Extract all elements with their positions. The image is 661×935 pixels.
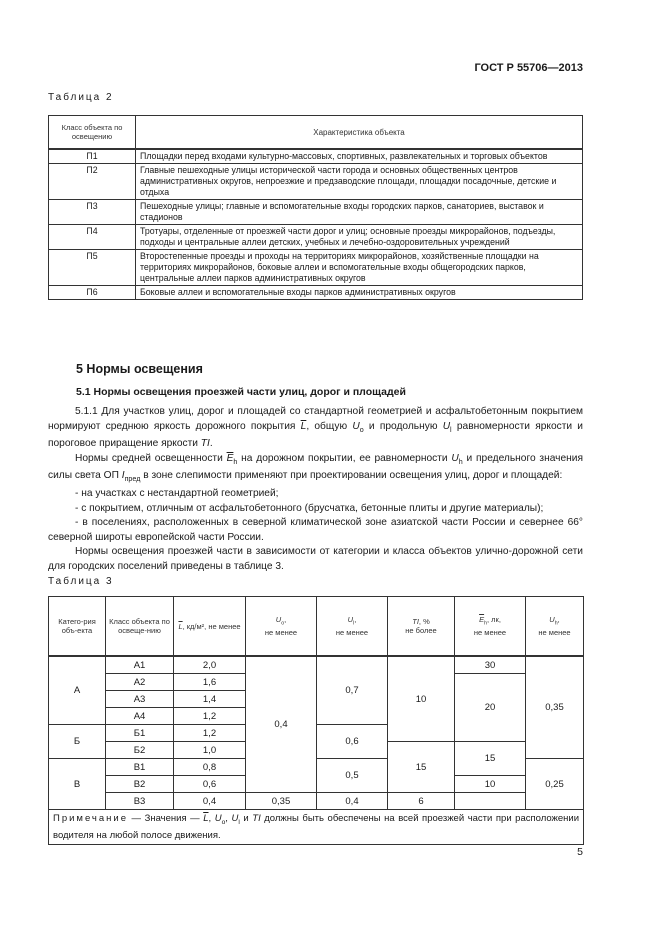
text-run: и предельного значения силы света ОП	[48, 452, 583, 482]
TI-cell: 10	[388, 656, 455, 742]
paragraph-table3-ref: Нормы освещения проезжей части в зависимости от категории и класса объектов улично-дорожной сети для городских поселений приведены в таблице 3.	[48, 546, 583, 573]
Eh-cell: 30	[455, 656, 526, 674]
class-cell: А3	[106, 691, 174, 708]
L-cell: 0,6	[174, 776, 246, 793]
text-run: в зоне слепимости применяют при проектировании освещения улиц, дорог и площадей:	[140, 470, 563, 482]
table-row	[49, 225, 583, 250]
Eh-cell: 15	[455, 742, 526, 776]
subscript: o	[281, 620, 285, 627]
L-cell: 1,6	[174, 674, 246, 691]
subscript: пред	[124, 475, 141, 484]
class-cell: В3	[106, 793, 174, 810]
text-run: равномерности яркости и пороговое приращение яркости	[48, 420, 583, 450]
table3-caption: Таблица 3	[48, 576, 114, 587]
section-5-title: 5 Нормы освещения	[76, 362, 203, 376]
symbol-L: $\overline{L}$	[300, 420, 307, 432]
symbol-E: $\overline{E}$	[479, 614, 485, 624]
L-cell: 1,2	[174, 725, 246, 742]
characteristic-cell: Боковые аллеи и вспомогательные входы парков административных округов	[136, 286, 583, 300]
col-L	[174, 597, 246, 657]
col-category: Катего-рия объ-екта	[49, 597, 106, 657]
symbol-U: U	[352, 420, 360, 432]
table2-caption: Таблица 2	[48, 92, 114, 103]
header-unit: , лк,	[487, 614, 501, 624]
characteristic-cell: Второстепенные проезды и проходы на территориях микрорайонов, хозяйственные площадки на территориях микрорайонов, боковые аллеи и вспомогательные входы общегородских парков, центральные аллеи парков административных округов	[136, 250, 583, 286]
paragraph-illuminance	[48, 452, 583, 487]
symbol-TI: TI	[200, 438, 210, 450]
bullet-item: - в поселениях, расположенных в северной климатической зоне азиатской части России и севернее 66° северной широты европейской части России.	[48, 517, 583, 543]
text-run: 5.1.1 Для участков улиц, дорог и площадей со стандартной геометрией и асфальтобетонным покрытием нормируют среднюю яркость дорожного покрытия	[48, 406, 583, 432]
L-cell: 1,0	[174, 742, 246, 759]
subscript: o	[221, 818, 226, 826]
symbol-L: $\overline{L}$	[178, 621, 183, 631]
symbol-L: $\overline{L}$	[203, 813, 209, 824]
text-run: , общую	[306, 420, 353, 432]
table2-col-class: Класс объекта по освещению	[49, 116, 136, 150]
Ul-cell: 0,4	[317, 793, 388, 810]
characteristic-cell: Площадки перед входами культурно-массовых, спортивных, развлекательных и торговых объектов	[136, 149, 583, 164]
subscript: h	[554, 620, 558, 627]
table-row	[49, 286, 583, 300]
class-cell: А1	[106, 656, 174, 674]
category-cell: А	[49, 656, 106, 725]
subscript: h	[458, 457, 463, 466]
section-5-1-title: 5.1 Нормы освещения проезжей части улиц, дорог и площадей	[76, 386, 406, 398]
table-row	[49, 164, 583, 200]
header-unit: , кд/м², не менее	[182, 621, 241, 631]
text-run: и продольную	[363, 420, 443, 432]
class-cell: П6	[49, 286, 136, 300]
symbol-I: I	[121, 470, 125, 482]
symbol-U: U	[347, 614, 354, 624]
table-row	[49, 200, 583, 225]
class-cell: П2	[49, 164, 136, 200]
L-cell: 1,2	[174, 708, 246, 725]
paragraph-5-1-1: 5.1.1 Для участков улиц, дорог и площадей со стандартной геометрией и асфальтобетонным покрытием нормируют среднюю яркость дорожного покрытия $\overline{L}$, общую $U_o$ и продольную $U_l$ равномерности яркости и пороговое приращение яркости TI.	[48, 406, 583, 450]
table-row	[49, 149, 583, 164]
symbol-U: U	[231, 813, 239, 824]
symbol-U: U	[451, 452, 459, 464]
class-cell: А2	[106, 674, 174, 691]
bullet-item: - на участках с нестандартной геометрией;	[75, 488, 279, 500]
subscript: l	[353, 620, 355, 627]
table-note-row	[49, 810, 584, 845]
table3	[48, 596, 584, 845]
L-cell: 2,0	[174, 656, 246, 674]
col-Uh: $U_h$, не менее	[526, 597, 584, 657]
symbol-U: U	[549, 614, 555, 624]
header-unit: не менее	[335, 628, 369, 638]
class-cell: Б1	[106, 725, 174, 742]
L-cell: 0,4	[174, 793, 246, 810]
Uo-cell: 0,4	[246, 656, 317, 793]
text-run: ,	[208, 813, 215, 824]
Uo-cell: 0,35	[246, 793, 317, 810]
Uh-cell: 0,25	[526, 759, 584, 810]
header-unit: не менее	[473, 628, 507, 638]
table-note: Примечание — Значения — $\overline{L}$, $U_o$, $U_l$ и TI должны быть обеспечены на всей проезжей части при расположении водителя на любой полосе движения.	[49, 810, 584, 845]
category-cell: В	[49, 759, 106, 810]
symbol-E: $\overline{E}$	[226, 452, 234, 464]
body-text	[48, 405, 583, 575]
class-cell: В1	[106, 759, 174, 776]
col-class: Класс объекта по освеще-нию	[106, 597, 174, 657]
header-unit: не менее	[538, 628, 571, 638]
table-row	[49, 793, 584, 810]
col-Ul: $U_l$, не менее	[317, 597, 388, 657]
characteristic-cell: Тротуары, отделенные от проезжей части дорог и улиц; основные проезды микрорайонов, подъезды, подходы и центральные аллеи детских, учебных и лечебно-оздоровительных учреждений	[136, 225, 583, 250]
symbol-U: U	[214, 813, 222, 824]
L-cell: 1,4	[174, 691, 246, 708]
table-row	[49, 656, 584, 674]
class-cell: П5	[49, 250, 136, 286]
symbol-U: U	[275, 614, 282, 624]
symbol-TI: TI	[252, 813, 261, 824]
class-cell: П4	[49, 225, 136, 250]
symbol-TI: TI	[412, 617, 419, 626]
text-run: Нормы средней освещенности	[75, 452, 227, 464]
text-run: должны быть обеспечены на всей проезжей части при расположении водителя на любой полосе движения.	[53, 813, 580, 841]
Eh-cell: 20	[455, 674, 526, 742]
note-label: Примечание	[53, 813, 128, 824]
standard-header: ГОСТ Р 55706—2013	[474, 62, 583, 74]
subscript: h	[484, 620, 487, 627]
subscript: l	[238, 818, 240, 826]
class-cell: П1	[49, 149, 136, 164]
table2	[48, 115, 583, 300]
bullet-item: - с покрытием, отличным от асфальтобетонного (брусчатка, бетонные плиты и другие материалы);	[75, 502, 544, 514]
header-unit: , %	[418, 617, 430, 626]
text-run: на дорожном покрытии, ее равномерности	[237, 452, 452, 464]
Ul-cell: 0,6	[317, 725, 388, 759]
header-unit: не менее	[264, 628, 298, 638]
text-run: ,	[225, 813, 232, 824]
header-unit: не более	[405, 626, 437, 635]
subscript: h	[233, 457, 238, 466]
L-cell: 0,8	[174, 759, 246, 776]
subscript: l	[450, 425, 452, 434]
table-row	[49, 250, 583, 286]
characteristic-cell: Главные пешеходные улицы исторической части города и основных общественных центров административных округов, непроезжие и предзаводские площади, площадки посадочные, детские и отдыха	[136, 164, 583, 200]
text-run: — Значения —	[128, 813, 204, 824]
subscript: o	[359, 425, 364, 434]
TI-cell: 15	[388, 742, 455, 793]
category-cell: Б	[49, 725, 106, 759]
class-cell: В2	[106, 776, 174, 793]
class-cell: А4	[106, 708, 174, 725]
col-TI	[388, 597, 455, 657]
Ul-cell: 0,5	[317, 759, 388, 793]
Eh-cell: 10	[455, 776, 526, 793]
table2-col-characteristic: Характеристика объекта	[136, 116, 583, 150]
Uh-cell: 0,35	[526, 656, 584, 759]
col-Eh	[455, 597, 526, 657]
Ul-cell: 0,7	[317, 656, 388, 725]
symbol-U: U	[442, 420, 451, 432]
class-cell: Б2	[106, 742, 174, 759]
page-number: 5	[577, 846, 583, 858]
col-Uo: $U_o$, не менее	[246, 597, 317, 657]
characteristic-cell: Пешеходные улицы; главные и вспомогательные входы городских парков, санаториев, выставок и стадионов	[136, 200, 583, 225]
class-cell: П3	[49, 200, 136, 225]
Eh-cell: 6	[388, 793, 455, 810]
